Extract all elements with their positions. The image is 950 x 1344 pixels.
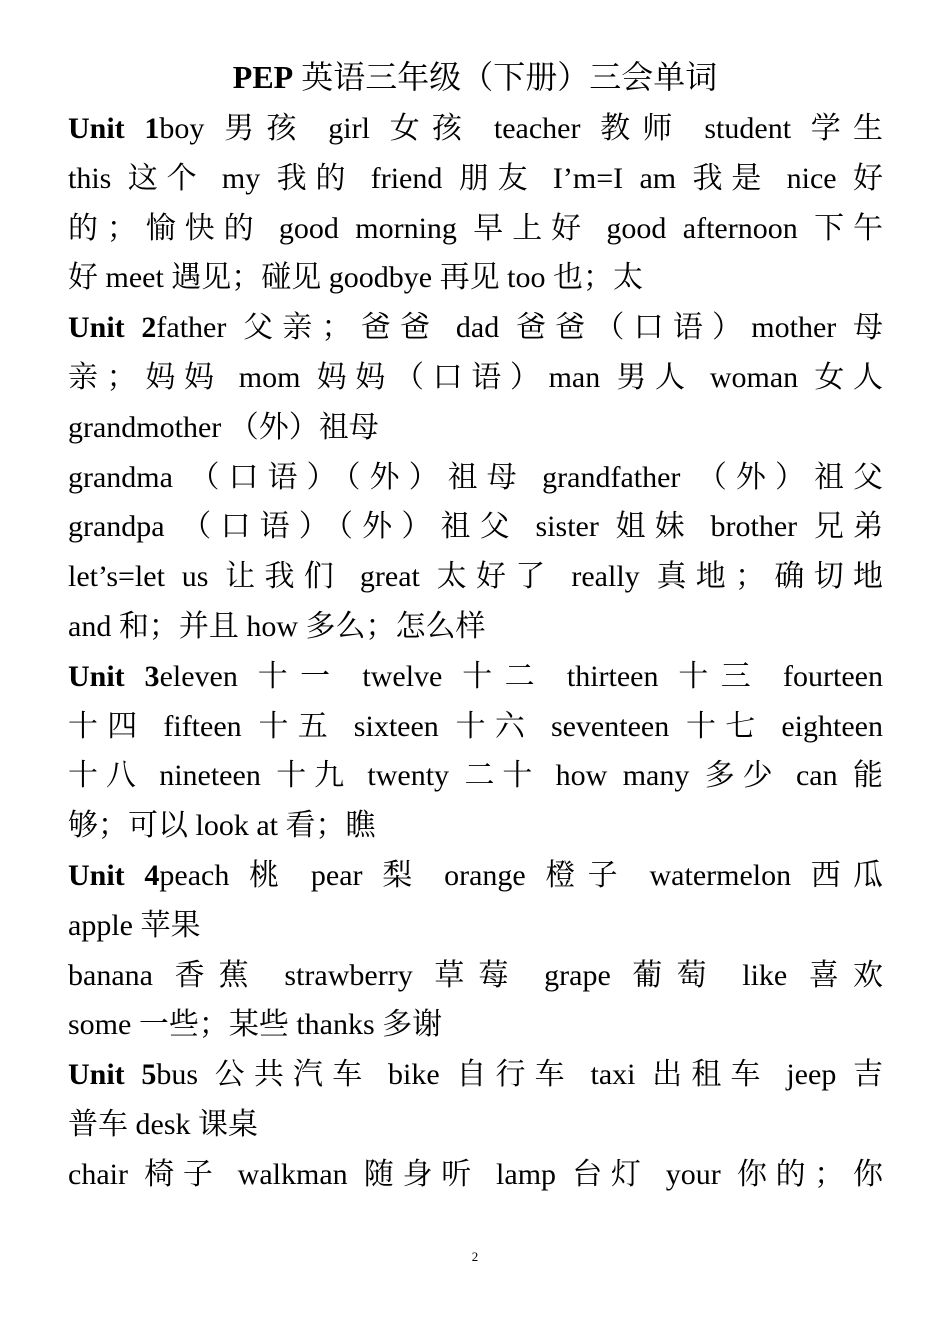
title-bold-part: PEP [232,59,294,95]
unit-2-label: Unit 2 [68,311,157,345]
unit-1-line-4: 好 meet 遇见；碰见 goodbye 再见 too 也；太 [68,261,643,295]
unit-3-label: Unit 3 [68,659,160,693]
unit-2-line-6: let’s=let us 让我们 great 太好了 really 真地；确切地 [68,560,883,594]
unit-2-line-3: grandmother （外）祖母 [68,410,379,444]
vocabulary-list [68,104,883,1200]
unit-5-label: Unit 5 [68,1058,157,1092]
unit-1-line-2: this 这个 my 我的 friend 朋友 I’m=I am 我是 nice 好 [68,161,883,195]
unit-3-line-1 [68,652,883,702]
unit-3-line-2: 十四 fifteen 十五 sixteen 十六 seventeen 十七 eighteen [68,709,883,743]
unit-2-line-7: and 和；并且 how 多么；怎么样 [68,609,486,643]
page-title [0,52,950,102]
unit-4-line-4: some 一些；某些 thanks 多谢 [68,1008,443,1042]
unit-5-line-1 [68,1050,883,1100]
unit-3-text-1: eleven 十一 twelve 十二 thirteen 十三 fourteen [159,659,883,693]
unit-2-line-2: 亲；妈妈 mom 妈妈（口语）man 男人 woman 女人 [68,360,883,394]
unit-2-text-1: father 父亲；爸爸 dad 爸爸（口语）mother 母 [156,311,883,345]
unit-4-line-1 [68,851,883,901]
unit-2-line-1 [68,303,883,353]
unit-3-line-4: 够；可以 look at 看；瞧 [68,809,376,843]
title-text: 英语三年级（下册）三会单词 [293,59,718,95]
unit-4-text-1: peach 桃 pear 梨 orange 橙子 watermelon 西瓜 [159,858,883,892]
unit-5-line-2: 普车 desk 课桌 [68,1107,258,1141]
unit-1-line-1 [68,104,883,154]
unit-3-line-3: 十八 nineteen 十九 twenty 二十 how many 多少 can 能 [68,759,883,793]
unit-1-line-3: 的；愉快的 good morning 早上好 good afternoon 下午 [68,211,883,245]
unit-2-line-5: grandpa （口语）（外）祖父 sister 姐妹 brother 兄弟 [68,510,883,544]
unit-2-line-4: grandma （口语）（外）祖母 grandfather （外）祖父 [68,460,883,494]
unit-5-text-1: bus 公共汽车 bike 自行车 taxi 出租车 jeep 吉 [156,1058,883,1092]
page-number: 2 [471,1249,479,1264]
unit-1-label: Unit 1 [68,112,160,145]
unit-5-line-3: chair 椅子 walkman 随身听 lamp 台灯 your 你的；你 [68,1157,883,1191]
unit-4-label: Unit 4 [68,858,160,892]
unit-1-text-1: boy 男孩 girl 女孩 teacher 教师 student 学生 [159,112,883,145]
unit-4-line-2: apple 苹果 [68,908,201,942]
unit-4-line-3: banana 香蕉 strawberry 草莓 grape 葡萄 like 喜欢 [68,958,883,992]
